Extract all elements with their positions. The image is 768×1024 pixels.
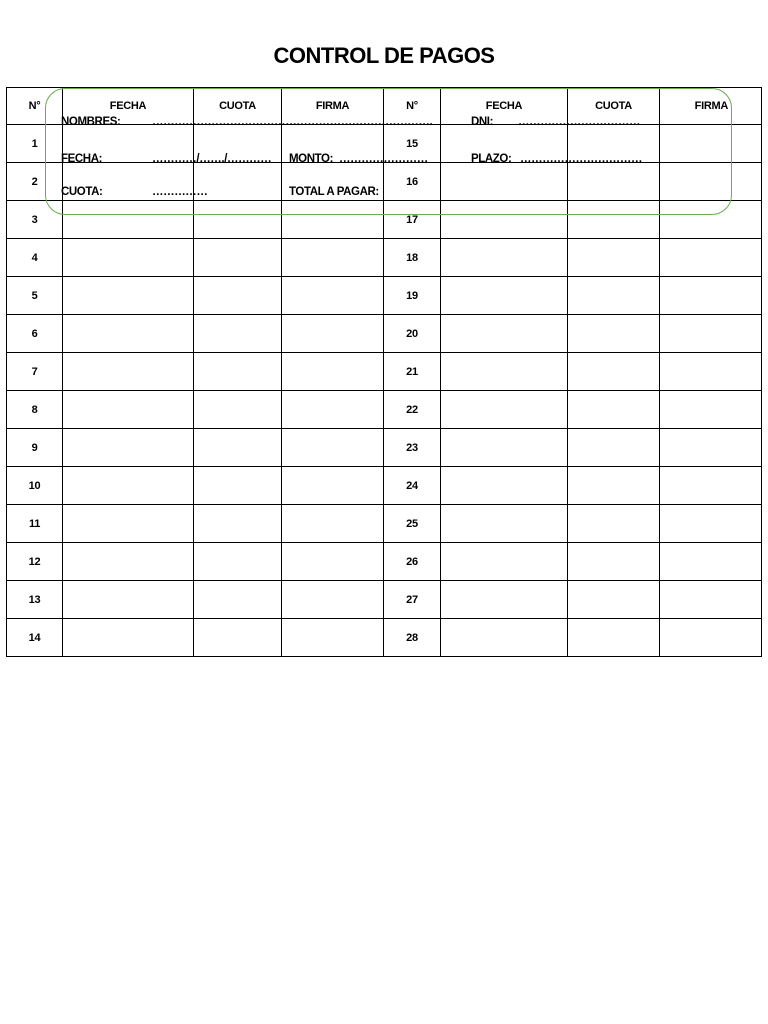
- fecha-cell-left[interactable]: [63, 467, 194, 505]
- number-cell-left: 1: [7, 125, 63, 163]
- fecha-label: FECHA:: [61, 153, 103, 165]
- fecha-cell-right[interactable]: [441, 581, 568, 619]
- nombres-field[interactable]: ………………………………………………………………….: [152, 116, 433, 128]
- table-row: [7, 467, 762, 505]
- cuota-cell-right[interactable]: [568, 467, 660, 505]
- table-row: [7, 543, 762, 581]
- number-cell-left: 9: [7, 429, 63, 467]
- cuota-cell-left[interactable]: [194, 125, 282, 163]
- table-row: [7, 125, 762, 163]
- fecha-cell-right[interactable]: [441, 505, 568, 543]
- table-row: [7, 315, 762, 353]
- header-number-right: N°: [384, 88, 441, 125]
- firma-cell-right[interactable]: [660, 353, 762, 391]
- payments-table: [6, 87, 762, 657]
- header-firma-right: FIRMA: [660, 88, 762, 125]
- table-row: [7, 201, 762, 239]
- fecha-cell-left[interactable]: [63, 277, 194, 315]
- firma-cell-right[interactable]: [660, 277, 762, 315]
- cuota-cell-left[interactable]: [194, 429, 282, 467]
- number-cell-left: 3: [7, 201, 63, 239]
- fecha-cell-left[interactable]: [63, 581, 194, 619]
- firma-cell-right[interactable]: [660, 429, 762, 467]
- firma-cell-left[interactable]: [282, 163, 384, 201]
- cuota-cell-left[interactable]: [194, 201, 282, 239]
- fecha-cell-left[interactable]: [63, 239, 194, 277]
- number-cell-right: 27: [384, 581, 441, 619]
- number-cell-right: 26: [384, 543, 441, 581]
- cuota-cell-right[interactable]: [568, 239, 660, 277]
- number-cell-right: 18: [384, 239, 441, 277]
- firma-cell-left[interactable]: [282, 581, 384, 619]
- firma-cell-left[interactable]: [282, 353, 384, 391]
- fecha-cell-right[interactable]: [441, 163, 568, 201]
- cuota-cell-left[interactable]: [194, 353, 282, 391]
- plazo-field[interactable]: ……………………………: [520, 153, 643, 165]
- number-cell-left: 4: [7, 239, 63, 277]
- firma-cell-right[interactable]: [660, 201, 762, 239]
- cuota-cell-left[interactable]: [194, 391, 282, 429]
- fecha-cell-right[interactable]: [441, 543, 568, 581]
- fecha-cell-right[interactable]: [441, 277, 568, 315]
- fecha-cell-right[interactable]: [441, 619, 568, 657]
- firma-cell-right[interactable]: [660, 581, 762, 619]
- fecha-cell-left[interactable]: [63, 505, 194, 543]
- dni-label: DNI:: [471, 116, 494, 128]
- cuota-cell-right[interactable]: [568, 163, 660, 201]
- number-cell-left: 11: [7, 505, 63, 543]
- header-fecha-right: FECHA: [441, 88, 568, 125]
- number-cell-right: 28: [384, 619, 441, 657]
- cuota-cell-right[interactable]: [568, 125, 660, 163]
- fecha-cell-left[interactable]: [63, 543, 194, 581]
- fecha-cell-left[interactable]: [63, 315, 194, 353]
- total-label: TOTAL A PAGAR:: [289, 186, 379, 198]
- number-cell-left: 13: [7, 581, 63, 619]
- cuota-cell-right[interactable]: [568, 353, 660, 391]
- firma-cell-left[interactable]: [282, 505, 384, 543]
- number-cell-right: 16: [384, 163, 441, 201]
- fecha-cell-left[interactable]: [63, 201, 194, 239]
- cuota-cell-right[interactable]: [568, 429, 660, 467]
- dni-field[interactable]: ……………………………: [518, 116, 641, 128]
- fecha-cell-right[interactable]: [441, 201, 568, 239]
- fecha-cell-right[interactable]: [441, 239, 568, 277]
- plazo-label: PLAZO:: [471, 153, 512, 165]
- firma-cell-left[interactable]: [282, 201, 384, 239]
- number-cell-right: 22: [384, 391, 441, 429]
- firma-cell-right[interactable]: [660, 505, 762, 543]
- header-number-left: N°: [7, 88, 63, 125]
- number-cell-left: 6: [7, 315, 63, 353]
- header-fecha-left: FECHA: [63, 88, 194, 125]
- number-cell-right: 15: [384, 125, 441, 163]
- cuota-cell-left[interactable]: [194, 467, 282, 505]
- table-header-row: [7, 88, 762, 125]
- fecha-cell-left[interactable]: [63, 619, 194, 657]
- table-row: [7, 619, 762, 657]
- number-cell-right: 19: [384, 277, 441, 315]
- cuota-cell-left[interactable]: [194, 163, 282, 201]
- number-cell-right: 20: [384, 315, 441, 353]
- number-cell-right: 17: [384, 201, 441, 239]
- cuota-label: CUOTA:: [61, 186, 103, 198]
- fecha-field[interactable]: …………/……./…………: [152, 153, 272, 165]
- table-row: [7, 429, 762, 467]
- fecha-cell-left[interactable]: [63, 353, 194, 391]
- number-cell-left: 2: [7, 163, 63, 201]
- table-row: [7, 163, 762, 201]
- number-cell-left: 5: [7, 277, 63, 315]
- firma-cell-left[interactable]: [282, 391, 384, 429]
- cuota-cell-right[interactable]: [568, 315, 660, 353]
- cuota-cell-left[interactable]: [194, 505, 282, 543]
- cuota-cell-right[interactable]: [568, 277, 660, 315]
- firma-cell-right[interactable]: [660, 239, 762, 277]
- table-row: [7, 239, 762, 277]
- firma-cell-right[interactable]: [660, 125, 762, 163]
- firma-cell-left[interactable]: [282, 239, 384, 277]
- cuota-cell-left[interactable]: [194, 581, 282, 619]
- page-title: CONTROL DE PAGOS: [273, 43, 495, 68]
- header-cuota-right: CUOTA: [568, 88, 660, 125]
- cuota-cell-left[interactable]: [194, 619, 282, 657]
- number-cell-right: 25: [384, 505, 441, 543]
- cuota-cell-right[interactable]: [568, 581, 660, 619]
- cuota-cell-right[interactable]: [568, 619, 660, 657]
- header-firma-left: FIRMA: [282, 88, 384, 125]
- fecha-cell-left[interactable]: [63, 163, 194, 201]
- table-row: [7, 505, 762, 543]
- nombres-label: NOMBRES:: [61, 116, 121, 128]
- firma-cell-left[interactable]: [282, 429, 384, 467]
- cuota-field[interactable]: ……………: [152, 186, 208, 198]
- number-cell-left: 10: [7, 467, 63, 505]
- fecha-cell-right[interactable]: [441, 125, 568, 163]
- firma-cell-left[interactable]: [282, 619, 384, 657]
- fecha-cell-right[interactable]: [441, 353, 568, 391]
- firma-cell-left[interactable]: [282, 543, 384, 581]
- firma-cell-right[interactable]: [660, 391, 762, 429]
- number-cell-left: 14: [7, 619, 63, 657]
- number-cell-right: 24: [384, 467, 441, 505]
- firma-cell-left[interactable]: [282, 277, 384, 315]
- number-cell-left: 8: [7, 391, 63, 429]
- number-cell-left: 7: [7, 353, 63, 391]
- table-row: [7, 277, 762, 315]
- fecha-cell-left[interactable]: [63, 391, 194, 429]
- cuota-cell-left[interactable]: [194, 315, 282, 353]
- cuota-cell-left[interactable]: [194, 543, 282, 581]
- fecha-cell-right[interactable]: [441, 467, 568, 505]
- cuota-cell-left[interactable]: [194, 239, 282, 277]
- monto-label: MONTO:: [289, 153, 334, 165]
- firma-cell-right[interactable]: [660, 315, 762, 353]
- firma-cell-right[interactable]: [660, 467, 762, 505]
- cuota-cell-right[interactable]: [568, 201, 660, 239]
- cuota-cell-right[interactable]: [568, 543, 660, 581]
- number-cell-right: 21: [384, 353, 441, 391]
- fecha-cell-right[interactable]: [441, 429, 568, 467]
- cuota-cell-right[interactable]: [568, 391, 660, 429]
- cuota-cell-left[interactable]: [194, 277, 282, 315]
- header-cuota-left: CUOTA: [194, 88, 282, 125]
- cuota-cell-right[interactable]: [568, 505, 660, 543]
- firma-cell-left[interactable]: [282, 315, 384, 353]
- fecha-cell-right[interactable]: [441, 391, 568, 429]
- monto-field[interactable]: ……………………: [339, 153, 428, 165]
- table-row: [7, 581, 762, 619]
- firma-cell-right[interactable]: [660, 543, 762, 581]
- table-row: [7, 353, 762, 391]
- number-cell-left: 12: [7, 543, 63, 581]
- table-row: [7, 391, 762, 429]
- firma-cell-left[interactable]: [282, 467, 384, 505]
- firma-cell-left[interactable]: [282, 125, 384, 163]
- firma-cell-right[interactable]: [660, 619, 762, 657]
- fecha-cell-left[interactable]: [63, 125, 194, 163]
- fecha-cell-right[interactable]: [441, 315, 568, 353]
- firma-cell-right[interactable]: [660, 163, 762, 201]
- fecha-cell-left[interactable]: [63, 429, 194, 467]
- number-cell-right: 23: [384, 429, 441, 467]
